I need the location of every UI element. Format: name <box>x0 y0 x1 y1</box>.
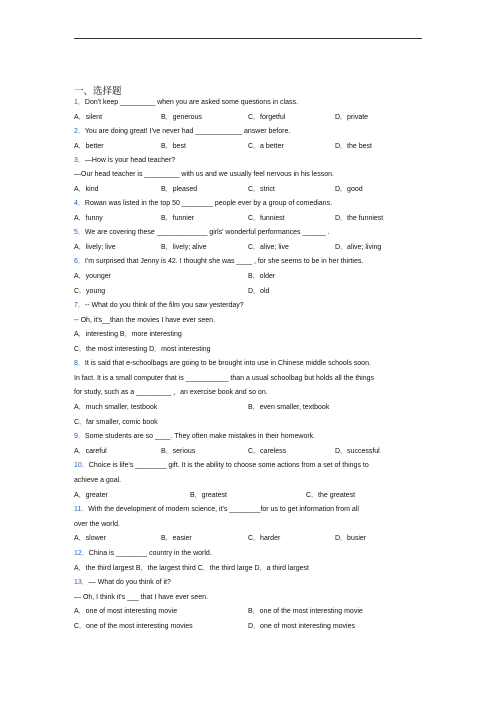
option-b[interactable]: B．older <box>248 273 276 280</box>
question-2 <box>74 127 290 136</box>
option-a[interactable]: A．lively; live <box>74 244 116 251</box>
question-13 <box>74 578 171 587</box>
question-5 <box>74 228 330 237</box>
option-d[interactable]: D．the funniest <box>335 215 384 222</box>
option-a[interactable]: A．one of most interesting movie <box>74 608 178 615</box>
option-c[interactable]: C．the greatest <box>306 492 356 499</box>
option-a[interactable]: A．funny <box>74 215 103 222</box>
option-a[interactable]: A．kind <box>74 186 99 193</box>
question-number: 7． <box>74 302 85 309</box>
question-13-line-2: — Oh, I think it's ___ that I have ever seen. <box>74 594 209 601</box>
question-text: With the development of modern science, it's ________for us to get information from all <box>88 506 359 513</box>
question-text: -- What do you think of the film you saw yesterday? <box>84 302 244 309</box>
question-9 <box>74 432 315 441</box>
option-d[interactable]: D．the best <box>335 143 372 150</box>
question-number: 13． <box>74 579 89 586</box>
option-b[interactable]: B．even smaller, textbook <box>248 404 330 411</box>
question-8 <box>74 359 371 368</box>
question-11 <box>74 505 359 514</box>
question-number: 11． <box>74 506 89 513</box>
question-4 <box>74 199 332 208</box>
option-b[interactable]: B．serious <box>161 448 196 455</box>
option-a[interactable]: A．slower <box>74 535 106 542</box>
question-number: 9． <box>74 433 85 440</box>
option-b[interactable]: B．funnier <box>161 215 195 222</box>
question-12 <box>74 549 212 558</box>
option-a[interactable]: A．better <box>74 143 104 150</box>
question-number: 8． <box>74 360 85 367</box>
option-c[interactable]: C．harder <box>248 535 281 542</box>
question-10 <box>74 461 369 470</box>
option-a[interactable]: A．careful <box>74 448 107 455</box>
option-c[interactable]: C．careless <box>248 448 287 455</box>
options-c-d[interactable]: C．the most interesting D．most interesting <box>74 346 211 353</box>
question-10-line-2: achieve a goal. <box>74 477 122 484</box>
question-11-line-2: over the world. <box>74 521 120 528</box>
option-d[interactable]: D．alive; living <box>335 244 382 251</box>
question-7-line-2: -- Oh, it's__than the movies I have ever seen. <box>74 317 216 324</box>
question-text: It is said that e-schoolbags are going to be brought into use in Chinese middle schools soon. <box>84 360 371 367</box>
option-c[interactable]: C．one of the most interesting movies <box>74 623 193 630</box>
option-a[interactable]: A．younger <box>74 273 111 280</box>
question-text: China is ________ country in the world. <box>88 550 212 557</box>
question-text: Choice is life's ________ gift. It is the ability to choose some actions from a set of things to <box>88 462 369 469</box>
question-text: We are covering these _____________ girls' wonderful performances ______ . <box>84 229 330 236</box>
option-b[interactable]: B．easier <box>161 535 192 542</box>
option-a[interactable]: A．silent <box>74 114 103 121</box>
option-c[interactable]: C．strict <box>248 186 275 193</box>
question-text: —How is your head teacher? <box>84 157 176 164</box>
question-number: 6． <box>74 258 85 265</box>
option-b[interactable]: B．generous <box>161 114 202 121</box>
question-number: 3． <box>74 157 85 164</box>
option-d[interactable]: D．successful <box>335 448 380 455</box>
question-1 <box>74 98 298 107</box>
question-text: You are doing great! I've never had ____________ answer before. <box>84 128 291 135</box>
option-a[interactable]: A．greater <box>74 492 108 499</box>
option-b[interactable]: B．lively; alive <box>161 244 207 251</box>
option-b[interactable]: B．one of the most interesting movie <box>248 608 363 615</box>
option-d[interactable]: D．private <box>335 114 369 121</box>
question-text: Don't keep _________ when you are asked some questions in class. <box>84 99 298 106</box>
option-d[interactable]: D．one of most interesting movies <box>248 623 355 630</box>
question-text: I'm surprised that Jenny is 42. I thought she was ____ , for she seems to be in her thirties. <box>84 258 364 265</box>
option-c[interactable]: C．young <box>74 288 106 295</box>
option-c[interactable]: C．alive; live <box>248 244 289 251</box>
question-number: 1． <box>74 99 85 106</box>
question-3-line-2: —Our head teacher is _________ with us and we usually feel nervous in his lesson. <box>74 171 334 178</box>
option-b[interactable]: B．pleased <box>161 186 198 193</box>
header-rule <box>74 38 422 39</box>
option-c[interactable]: C．a better <box>248 143 284 150</box>
question-number: 2． <box>74 128 85 135</box>
question-number: 10． <box>74 462 89 469</box>
question-8-line-2: In fact. It is a small computer that is ___________ than a usual schoolbag but holds all the things <box>74 375 375 382</box>
option-d[interactable]: D．old <box>248 288 270 295</box>
option-c[interactable]: C．far smaller, comic book <box>74 419 158 426</box>
question-text: Some students are so ____. They often make mistakes in their homework. <box>84 433 316 440</box>
option-b[interactable]: B．greatest <box>190 492 227 499</box>
question-3 <box>74 156 175 165</box>
question-6 <box>74 257 363 266</box>
option-d[interactable]: D．good <box>335 186 363 193</box>
options-a-d[interactable]: A．the third largest B．the largest third C．the third large D．a third largest <box>74 565 309 572</box>
question-8-line-3: for study, such as a _________ ，an exercise book and so on. <box>74 389 268 396</box>
option-d[interactable]: D．busier <box>335 535 367 542</box>
section-title: 一、选择题 <box>74 86 122 97</box>
question-number: 5． <box>74 229 85 236</box>
question-number: 12． <box>74 550 89 557</box>
option-b[interactable]: B．best <box>161 143 186 150</box>
option-a[interactable]: A．much smaller, testbook <box>74 404 158 411</box>
option-c[interactable]: C．funniest <box>248 215 285 222</box>
options-a-b[interactable]: A．interesting B．more interesting <box>74 331 182 338</box>
option-c[interactable]: C．forgetful <box>248 114 286 121</box>
question-text: Rowan was listed in the top 50 ________ people ever by a group of comedians. <box>84 200 333 207</box>
question-number: 4． <box>74 200 85 207</box>
question-7 <box>74 301 244 310</box>
question-text: — What do you think of it? <box>88 579 171 586</box>
